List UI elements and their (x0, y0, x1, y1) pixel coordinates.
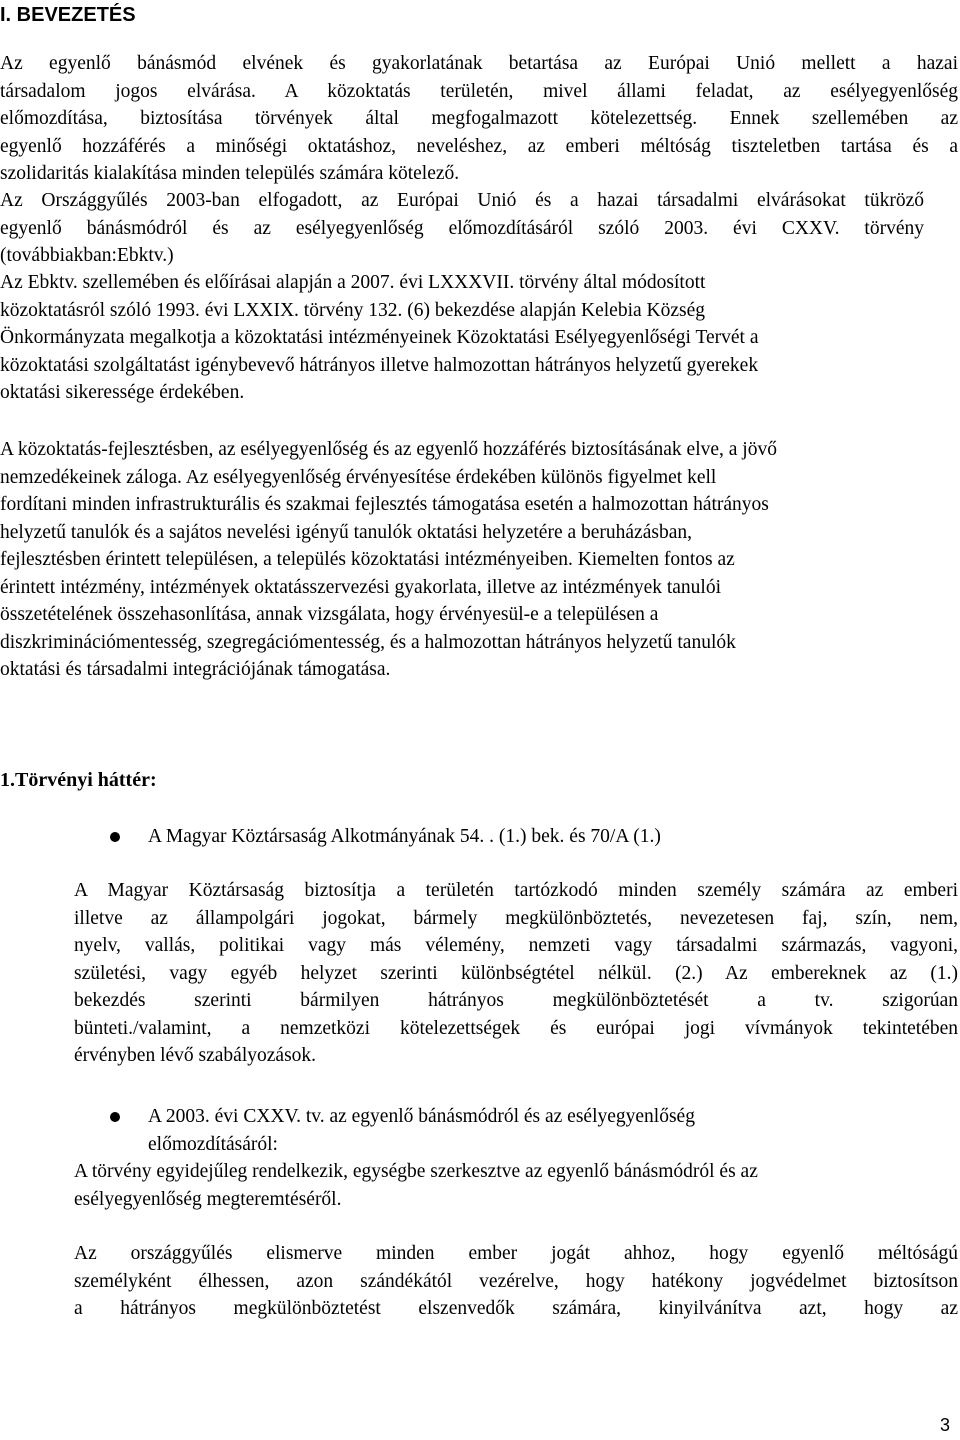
text-line: A Magyar Köztársaság biztosítja a területén tartózkodó minden személy számára az emberi (74, 880, 958, 901)
text-line: oktatási sikeressége érdekében. (0, 382, 245, 403)
section-heading: 1.Törvényi háttér: (0, 769, 157, 791)
law-paragraph (74, 1158, 758, 1213)
chapter-heading: I. BEVEZETÉS (0, 4, 136, 26)
text-line: közoktatási szolgáltatást igénybevevő hátrányos illetve halmozottan hátrányos helyzetű gyerekek (0, 354, 759, 376)
text-line: Az Országgyűlés 2003-ban elfogadott, az Európai Unió és a hazai társadalmi elvárásokat tükröző (0, 190, 924, 211)
text-line: a hátrányos megkülönböztetést elszenvedők számára, kinyilvánítva azt, hogy az (74, 1298, 958, 1319)
text-line: egyenlő hozzáférés a minőségi oktatáshoz, neveléshez, az emberi méltóság tiszteletben tartása és a (0, 135, 958, 157)
text-line: Az Ebktv. szellemében és előírásai alapján a 2007. évi LXXXVII. törvény által módosított (0, 272, 706, 293)
text-line: személyként élhessen, azon szándékától vezérelve, hogy hatékony jogvédelmet biztosítson (74, 1270, 958, 1292)
development-paragraph (0, 436, 777, 684)
text-line: összetételének összehasonlítása, annak vizsgálata, hogy érvényesül-e a településen a (0, 604, 659, 625)
text-line: (továbbiakban:Ebktv.) (0, 245, 174, 266)
ogy-paragraph (0, 187, 924, 270)
bullet-text: A Magyar Köztársaság Alkotmányának 54. . (1.) bek. és 70/A (1.) (148, 826, 661, 847)
intro-paragraph (0, 50, 958, 188)
text-line: diszkriminációmentesség, szegregációmentesség, és a halmozottan hátrányos helyzetű tanulók (0, 631, 736, 653)
page-number: 3 (940, 1415, 951, 1435)
text-line: bünteti./valamint, a nemzetközi kötelezettségek és európai jogi vívmányok tekintetében (74, 1017, 958, 1039)
text-line: szolidaritás kialakítása minden település számára kötelező. (0, 163, 460, 184)
bullet-item (148, 823, 661, 851)
text-line: A törvény egyidejűleg rendelkezik, egységbe szerkesztve az egyenlő bánásmódról és az (74, 1161, 758, 1182)
bullet-text: A 2003. évi CXXV. tv. az egyenlő bánásmódról és az esélyegyenlőség (148, 1106, 695, 1127)
text-line: társadalom jogos elvárása. A közoktatás területén, mivel állami feladat, az esélyegyenlőség (0, 80, 958, 102)
ebktv-paragraph (0, 269, 759, 407)
text-line: fejlesztésben érintett településen, a település közoktatási intézményeiben. Kiemelten fontos az (0, 549, 735, 570)
text-line: Az országgyűlés elismerve minden ember jogát ahhoz, hogy egyenlő méltóságú (74, 1243, 958, 1264)
text-line: egyenlő bánásmódról és az esélyegyenlőség előmozdításáról szóló 2003. évi CXXV. törvény (0, 217, 924, 239)
text-line: Az egyenlő bánásmód elvének és gyakorlatának betartása az Európai Unió mellett a hazai (0, 53, 958, 74)
bullet-text: előmozdításáról: (148, 1133, 278, 1155)
text-line: illetve az állampolgári jogokat, bármely megkülönböztetés, nevezetesen faj, szín, nem, (74, 907, 958, 929)
text-line: nyelv, vallás, politikai vagy más vélemény, nemzeti vagy társadalmi származás, vagyoni, (74, 935, 958, 956)
text-line: bekezdés szerinti bármilyen hátrányos megkülönböztetését a tv. szigorúan (74, 990, 958, 1011)
constitution-paragraph (74, 877, 958, 1070)
text-line: Önkormányzata megalkotja a közoktatási intézményeinek Közoktatási Esélyegyenlőségi Tervét a (0, 327, 759, 348)
text-line: előmozdítása, biztosítása törvények által megfogalmazott kötelezettség. Ennek szellemében az (0, 108, 958, 129)
text-line: fordítani minden infrastrukturális és szakmai fejlesztés támogatása esetén a halmozottan hátrányos (0, 494, 769, 515)
text-line: oktatási és társadalmi integrációjának támogatása. (0, 659, 391, 680)
bullet-icon (110, 832, 120, 842)
text-line: A közoktatás-fejlesztésben, az esélyegyenlőség és az egyenlő hozzáférés biztosításának elve, a jövő (0, 439, 777, 460)
bullet-item (148, 1103, 695, 1158)
text-line: születési, vagy egyéb helyzet szerinti különbségtétel nélkül. (2.) Az embereknek az (1.) (74, 962, 958, 984)
parliament-paragraph (74, 1240, 958, 1323)
text-line: közoktatásról szóló 1993. évi LXXIX. törvény 132. (6) bekezdése alapján Kelebia Község (0, 299, 706, 321)
text-line: esélyegyenlőség megteremtéséről. (74, 1188, 342, 1210)
text-line: érvényben lévő szabályozások. (74, 1045, 317, 1066)
text-line: nemzedékeinek záloga. Az esélyegyenlőség érvényesítése érdekében különös figyelmet kell (0, 466, 717, 488)
text-line: helyzetű tanulók és a sajátos nevelési igényű tanulók oktatási helyzetére a beruházásban, (0, 521, 692, 543)
bullet-icon (110, 1112, 120, 1122)
text-line: érintett intézmény, intézmények oktatásszervezési gyakorlata, illetve az intézmények tanulói (0, 576, 722, 598)
